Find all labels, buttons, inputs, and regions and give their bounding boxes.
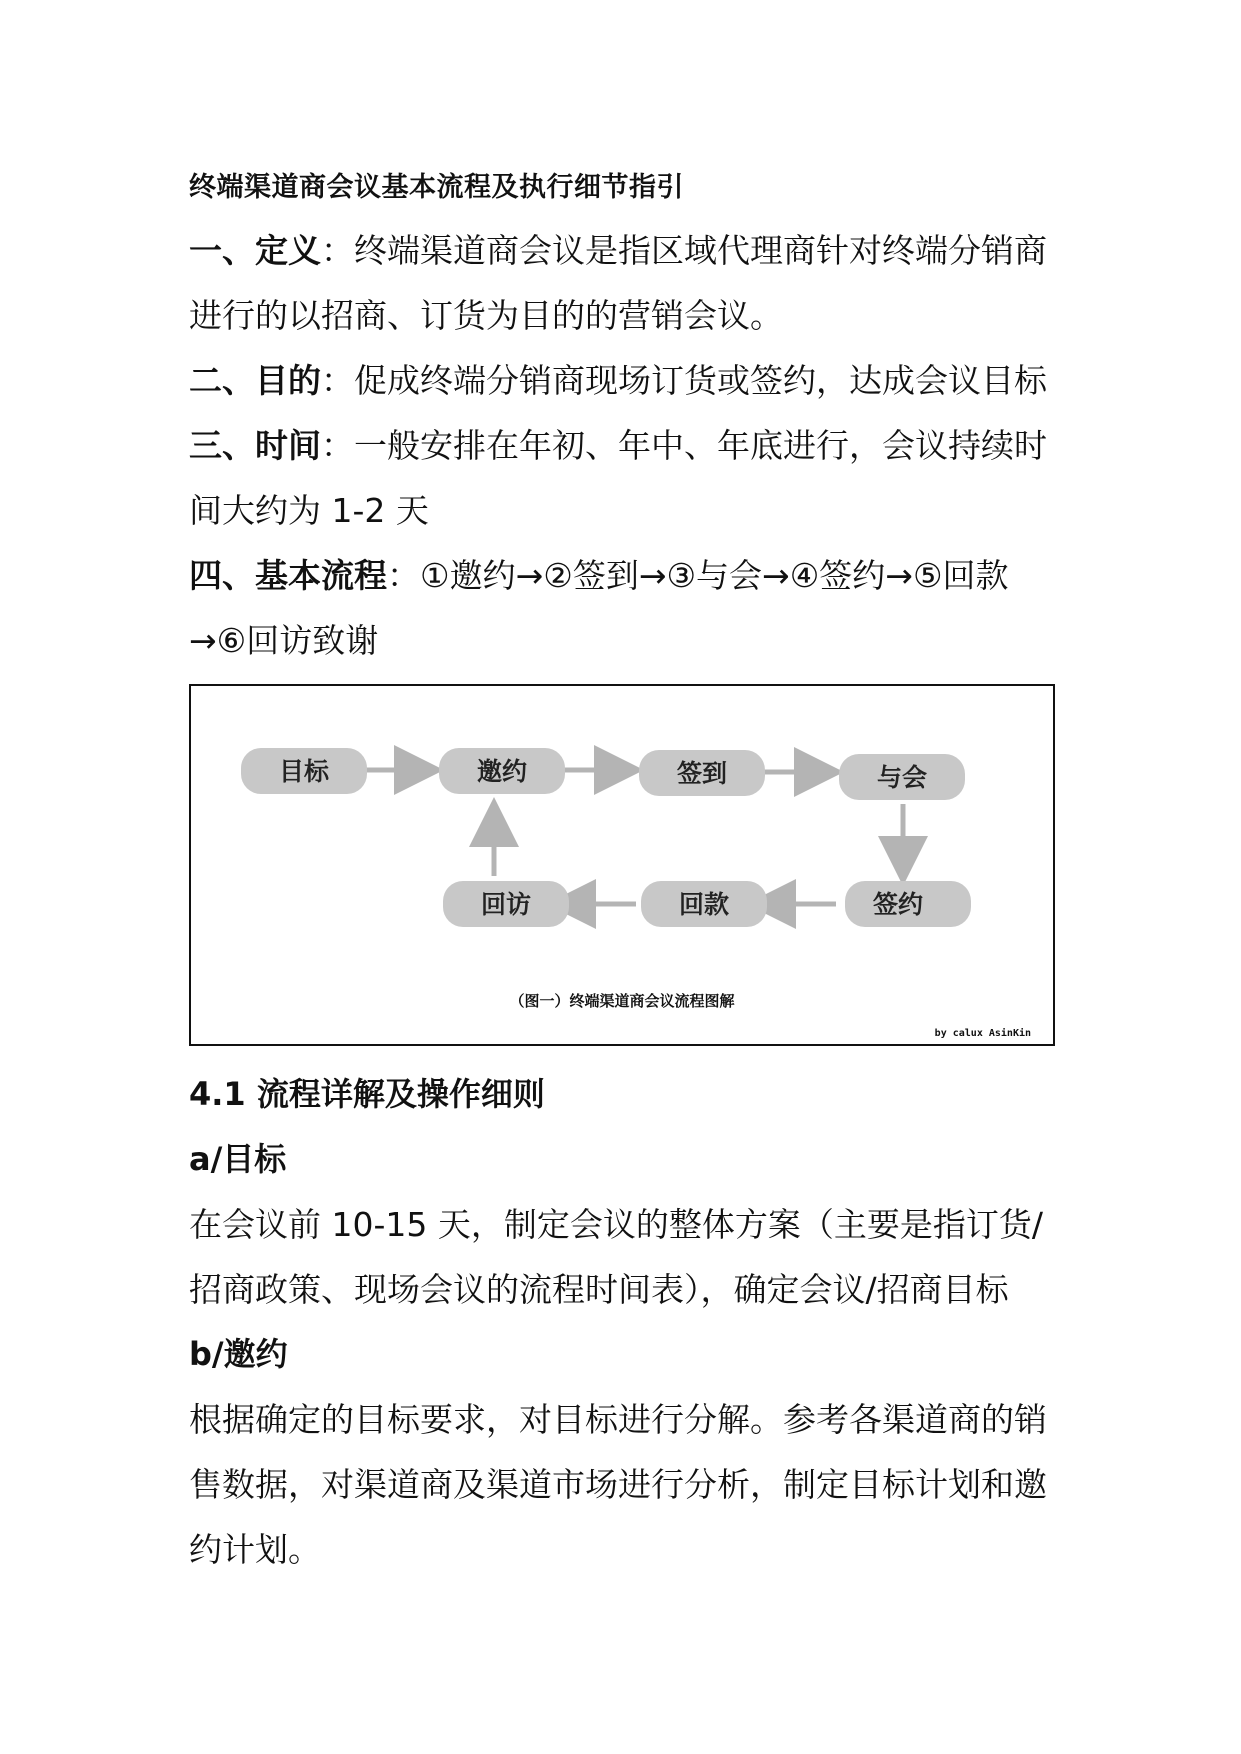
node-revisit-label: 回访 bbox=[480, 890, 532, 919]
node-attend-label: 与会 bbox=[876, 763, 928, 792]
goal-line-2: 招商政策、现场会议的流程时间表），确定会议/招商目标 bbox=[189, 1270, 1009, 1309]
invite-line-2: 售数据，对渠道商及渠道市场进行分析，制定目标计划和邀 bbox=[189, 1465, 1047, 1504]
purpose-label: 二、目的 bbox=[189, 361, 321, 400]
invite-line-1: 根据确定的目标要求，对目标进行分解。参考各渠道商的销 bbox=[189, 1400, 1047, 1439]
time-paragraph bbox=[189, 413, 1059, 543]
definition-text: ：终端渠道商会议是指区域代理商针对终端分销商 bbox=[321, 231, 1047, 270]
diagram-credit: by calux AsinKin bbox=[934, 1028, 1031, 1039]
invite-heading: b/邀约 bbox=[189, 1335, 288, 1373]
flow-text: ：①邀约→②签到→③与会→④签约→⑤回款 bbox=[387, 556, 1009, 595]
detail-heading: 4.1 流程详解及操作细则 bbox=[189, 1075, 545, 1113]
doc-title: 终端渠道商会议基本流程及执行细节指引 bbox=[189, 172, 684, 203]
flow-diagram bbox=[189, 684, 1055, 1046]
node-sign-label: 签约 bbox=[872, 890, 924, 919]
flow-text-2: →⑥回访致谢 bbox=[189, 621, 379, 660]
flow-diagram-svg bbox=[191, 686, 1053, 1044]
time-label: 三、时间 bbox=[189, 426, 321, 465]
goal-paragraph bbox=[189, 1192, 1059, 1322]
invite-line-3: 约计划。 bbox=[189, 1530, 321, 1569]
invite-paragraph bbox=[189, 1387, 1059, 1582]
flow-paragraph bbox=[189, 543, 1059, 673]
purpose-text: ：促成终端分销商现场订货或签约，达成会议目标 bbox=[321, 361, 1047, 400]
definition-label: 一、定义 bbox=[189, 231, 321, 270]
time-text-2: 间大约为 1-2 天 bbox=[189, 491, 429, 530]
definition-paragraph bbox=[189, 218, 1059, 348]
purpose-paragraph bbox=[189, 348, 1059, 413]
diagram-caption: （图一）终端渠道商会议流程图解 bbox=[509, 992, 735, 1010]
flow-label: 四、基本流程 bbox=[189, 556, 387, 595]
goal-heading: a/目标 bbox=[189, 1140, 287, 1178]
node-goal-label: 目标 bbox=[278, 757, 330, 786]
time-text: ：一般安排在年初、年中、年底进行，会议持续时 bbox=[321, 426, 1047, 465]
definition-text-2: 进行的以招商、订货为目的的营销会议。 bbox=[189, 296, 783, 335]
node-payment-label: 回款 bbox=[678, 890, 730, 919]
node-invite-label: 邀约 bbox=[476, 757, 528, 786]
goal-line-1: 在会议前 10-15 天，制定会议的整体方案（主要是指订货/ bbox=[189, 1205, 1043, 1244]
node-checkin-label: 签到 bbox=[676, 759, 728, 788]
